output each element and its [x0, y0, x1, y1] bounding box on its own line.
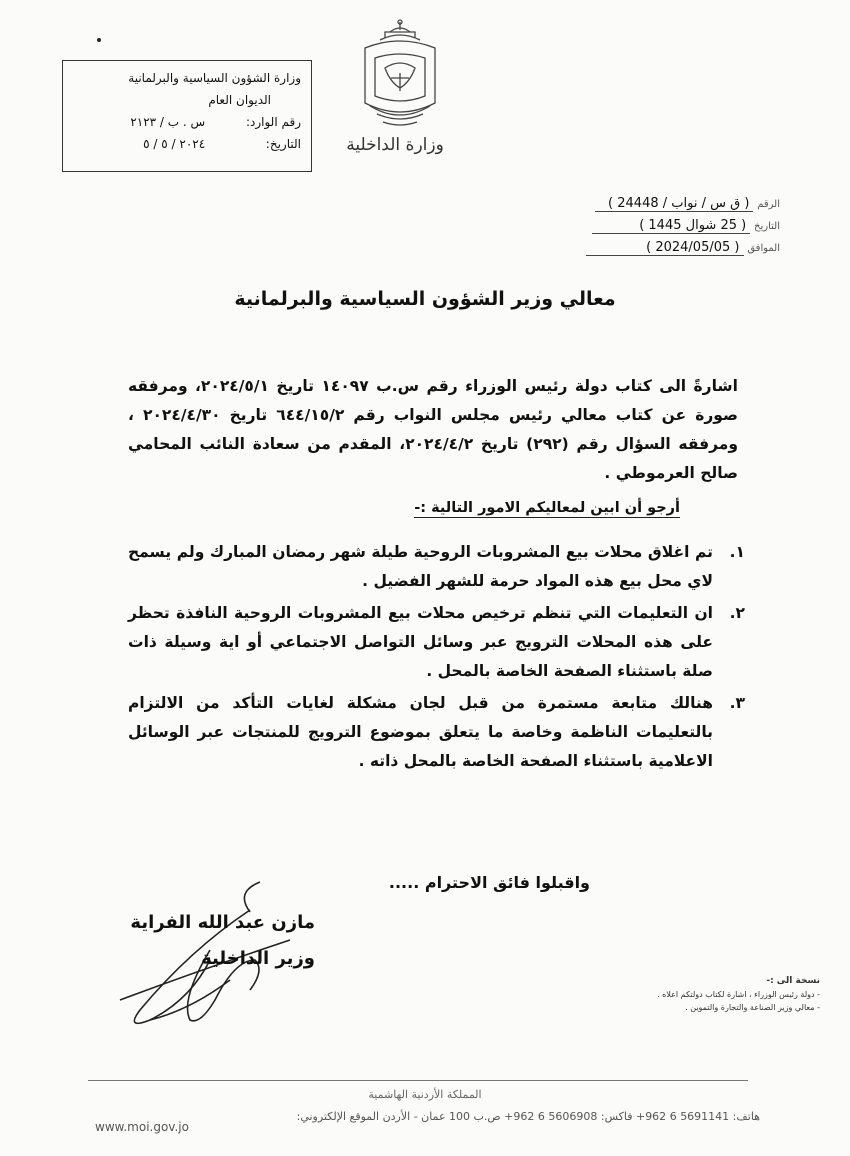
list-item: [128, 689, 745, 776]
stamp-incoming-label: رقم الوارد:: [245, 115, 301, 129]
stamp-date: [73, 133, 301, 155]
list-item: [128, 599, 745, 686]
ministry-name: وزارة الداخلية: [346, 135, 444, 155]
footer-divider: [88, 1080, 748, 1081]
cc-heading: نسخة الى :-: [766, 976, 820, 986]
list-item-number: ١.: [729, 543, 745, 561]
stamp-incoming: [73, 111, 301, 133]
footer-contact: هاتف: 5691141 6 962+ فاكس: 5606908 6 962+ ص.ب 100 عمان - الأردن الموقع الإلكتروني:: [296, 1110, 760, 1123]
reference-block: [590, 196, 780, 262]
cc-line: - معالي وزير الصناعة والتجارة والتموين .: [685, 1003, 820, 1012]
greg-value: ( 2024/05/05 ): [586, 240, 744, 256]
cc-list: [600, 975, 820, 1014]
list-item-text: هنالك متابعة مستمرة من قبل لجان مشكلة لغايات التأكد من الالتزام بالتعليمات الناظمة وخاصة ما يتعلق بموضوع الترويج للمنتجات عبر الوسائل الاعلامية باستثناء الصفحة الخاصة بالمحل ذاته .: [128, 694, 713, 770]
stamp-dept: الديوان العام: [208, 93, 271, 107]
list-item: [128, 538, 745, 596]
stamp-org: وزارة الشؤون السياسية والبرلمانية: [128, 71, 301, 85]
scan-speck: [97, 38, 101, 42]
list-item-text: تم اغلاق محلات بيع المشروبات الروحية طيلة شهر رمضان المبارك ولم يسمح لاي محل بيع هذه المواد حرمة للشهر الفضيل .: [128, 543, 713, 590]
signatory-title: وزير الداخلية: [201, 948, 315, 969]
greg-date-line: [590, 240, 780, 262]
footer-kingdom: المملكة الأردنية الهاشمية: [368, 1088, 482, 1101]
received-stamp: [62, 60, 312, 172]
list-item-text: ان التعليمات التي تنظم ترخيص محلات بيع المشروبات الروحية النافذة تحظر على هذه المحلات الترويج عبر وسائل التواصل الاجتماعي أو اية وسيلة ذات صلة باستثناء الصفحة الخاصة بالمحل .: [128, 604, 713, 680]
stamp-date-value: ٢٠٢٤ / ٥ / ٥: [143, 137, 206, 151]
body-paragraph: [128, 372, 738, 488]
list-item-number: ٣.: [729, 694, 745, 712]
hijri-label: التاريخ: [754, 221, 780, 232]
stamp-date-label: التاريخ:: [265, 137, 301, 151]
signatory-name: مازن عبد الله الفراية: [130, 912, 315, 933]
footer-website-link[interactable]: www.moi.gov.jo: [95, 1120, 189, 1134]
request-line: [380, 500, 680, 516]
greg-label: الموافق: [747, 243, 780, 254]
list-item-number: ٢.: [729, 604, 745, 622]
closing-line: واقبلوا فائق الاحترام .....: [388, 873, 590, 892]
ref-label: الرقم: [757, 199, 780, 210]
points-list: [128, 538, 745, 779]
addressee-title: معالي وزير الشؤون السياسية والبرلمانية: [234, 288, 616, 310]
ref-number-line: [590, 196, 780, 218]
body-text: اشارةً الى كتاب دولة رئيس الوزراء رقم س.ب ١٤٠٩٧ تاريخ ٢٠٢٤/٥/١، ومرفقه صورة عن كتاب معالي رئيس مجلس النواب رقم ٦٤٤/١٥/٢ تاريخ ٢٠٢٤/٤/٣٠ ، ومرفقه السؤال رقم (٢٩٢) تاريخ ٢٠٢٤/٤/٢، المقدم من سعادة النائب المحامي صالح العرموطي .: [128, 377, 738, 482]
stamp-incoming-value: س . ب / ٢١٢٣: [130, 115, 206, 129]
hijri-value: ( 25 شوال 1445 ): [592, 218, 750, 234]
cc-line: - دولة رئيس الوزراء ، اشارة لكتاب دولتكم اعلاه .: [657, 990, 820, 999]
ref-value: ( ق س / نواب / 24448 ): [595, 196, 753, 212]
request-text: أرجو أن ابين لمعاليكم الامور التالية :-: [414, 500, 680, 516]
hijri-date-line: [590, 218, 780, 240]
